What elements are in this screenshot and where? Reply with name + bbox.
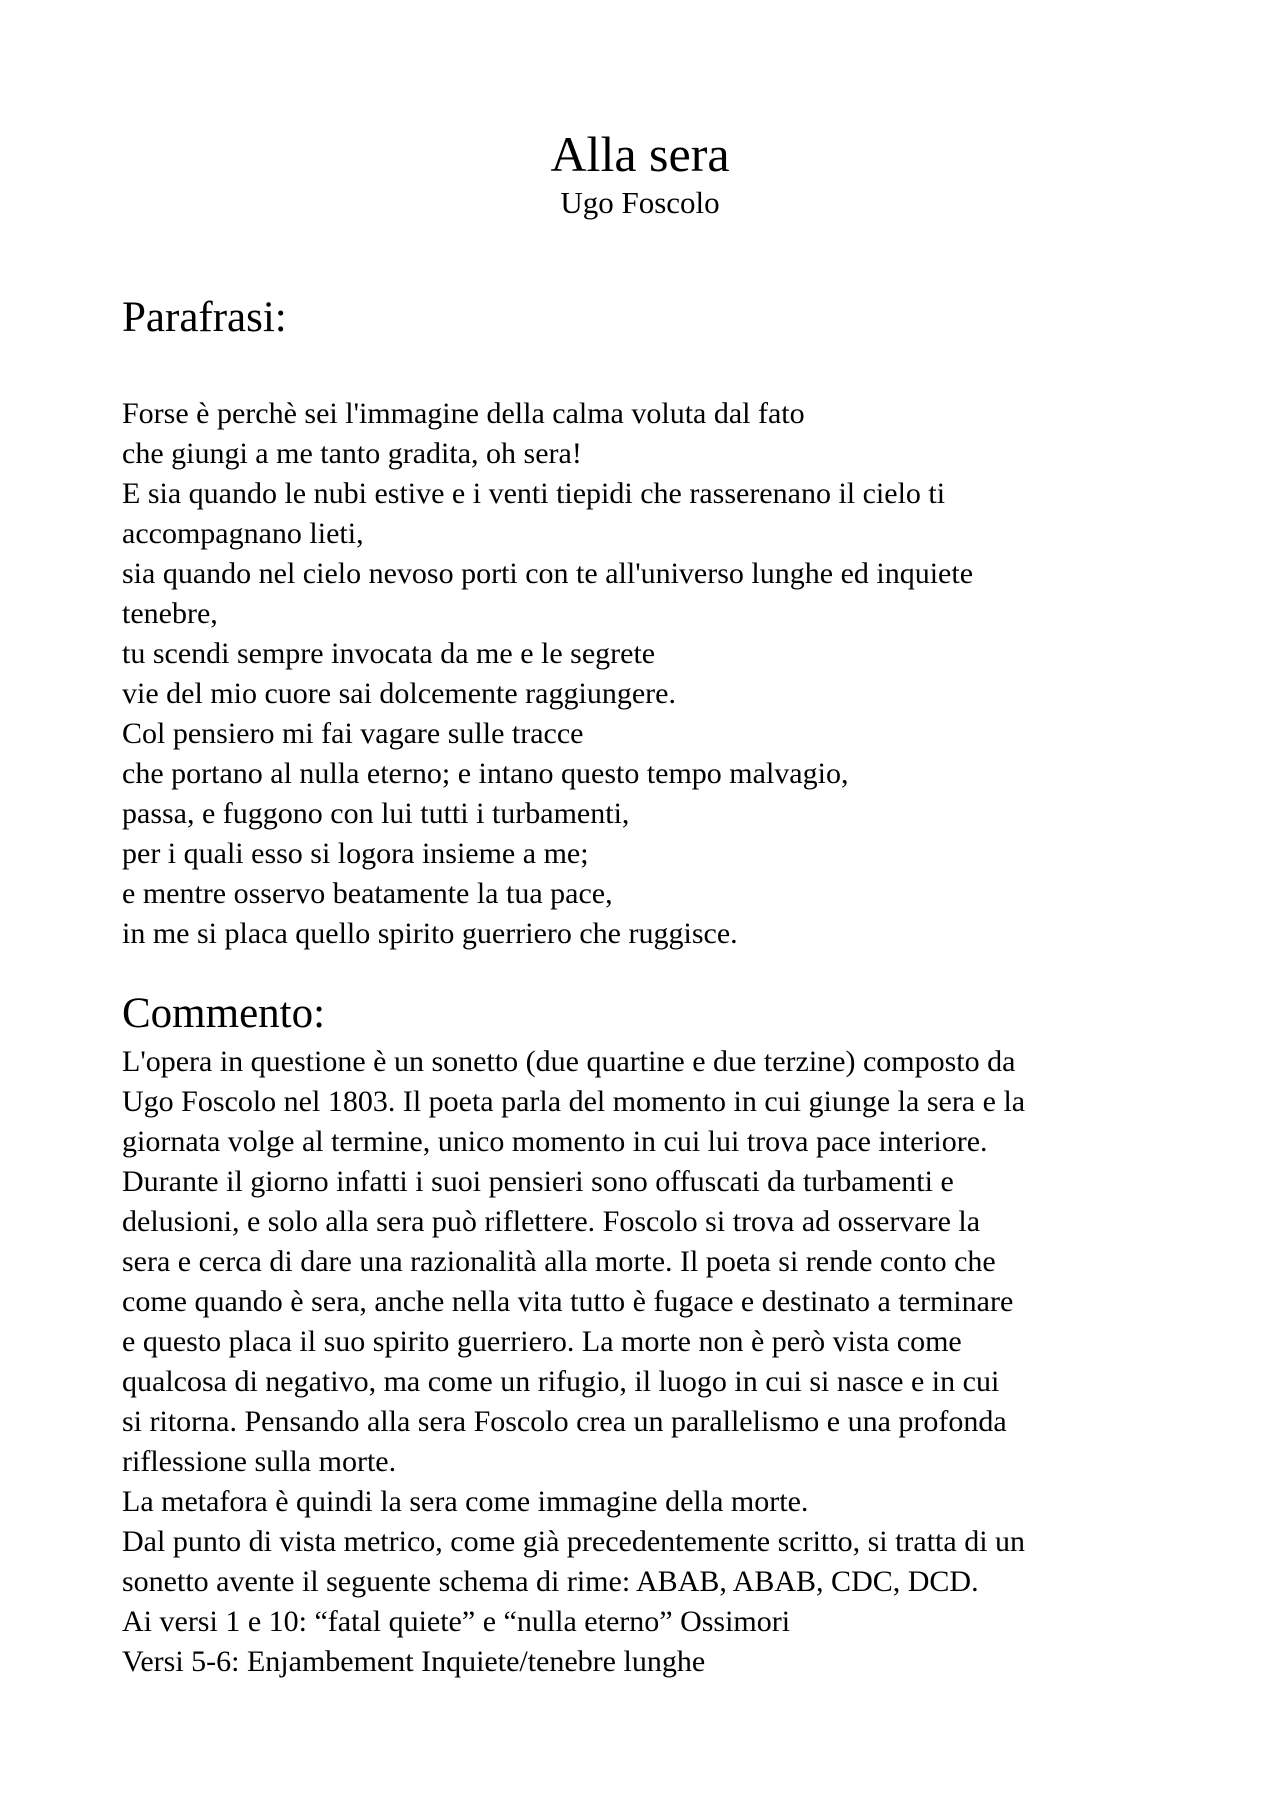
commento-line: Dal punto di vista metrico, come già precedentemente scritto, si tratta di un (122, 1525, 1026, 1558)
parafrasi-line: e mentre osservo beatamente la tua pace, (122, 877, 613, 910)
parafrasi-line: tenebre, (122, 597, 218, 630)
commento-text (122, 1042, 1182, 1682)
commento-line: qualcosa di negativo, ma come un rifugio, il luogo in cui si nasce e in cui (122, 1365, 1000, 1398)
commento-line: riflessione sulla morte. (122, 1445, 397, 1478)
commento-line: Ugo Foscolo nel 1803. Il poeta parla del momento in cui giunge la sera e la (122, 1085, 1026, 1118)
parafrasi-line: sia quando nel cielo nevoso porti con te all'universo lunghe ed inquiete (122, 557, 974, 590)
commento-line: e questo placa il suo spirito guerriero. La morte non è però vista come (122, 1325, 962, 1358)
parafrasi-line: che portano al nulla eterno; e intano questo tempo malvagio, (122, 757, 849, 790)
parafrasi-line: vie del mio cuore sai dolcemente raggiungere. (122, 677, 676, 710)
parafrasi-line: per i quali esso si logora insieme a me; (122, 837, 589, 870)
commento-line: come quando è sera, anche nella vita tutto è fugace e destinato a terminare (122, 1285, 1014, 1318)
document-author: Ugo Foscolo (560, 185, 720, 220)
commento-line: L'opera in questione è un sonetto (due quartine e due terzine) composto da (122, 1045, 1016, 1078)
parafrasi-line: che giungi a me tanto gradita, oh sera! (122, 437, 582, 470)
commento-line: Ai versi 1 e 10: “fatal quiete” e “nulla eterno” Ossimori (122, 1605, 791, 1638)
commento-line: giornata volge al termine, unico momento in cui lui trova pace interiore. (122, 1125, 988, 1158)
commento-line: Durante il giorno infatti i suoi pensieri sono offuscati da turbamenti e (122, 1165, 954, 1198)
parafrasi-line: Col pensiero mi fai vagare sulle tracce (122, 717, 584, 750)
commento-line: La metafora è quindi la sera come immagine della morte. (122, 1485, 809, 1518)
commento-line: si ritorna. Pensando alla sera Foscolo crea un parallelismo e una profonda (122, 1405, 1007, 1438)
commento-line: delusioni, e solo alla sera può riflettere. Foscolo si trova ad osservare la (122, 1205, 981, 1238)
commento-line: Versi 5-6: Enjambement Inquiete/tenebre lunghe (122, 1645, 706, 1678)
parafrasi-text (122, 394, 1182, 954)
commento-line: sonetto avente il seguente schema di rime: ABAB, ABAB, CDC, DCD. (122, 1565, 979, 1598)
parafrasi-line: accompagnano lieti, (122, 517, 364, 550)
parafrasi-line: tu scendi sempre invocata da me e le segrete (122, 637, 656, 670)
commento-line: sera e cerca di dare una razionalità alla morte. Il poeta si rende conto che (122, 1245, 996, 1278)
parafrasi-line: E sia quando le nubi estive e i venti tiepidi che rasserenano il cielo ti (122, 477, 946, 510)
parafrasi-line: passa, e fuggono con lui tutti i turbamenti, (122, 797, 630, 830)
parafrasi-line: in me si placa quello spirito guerriero che ruggisce. (122, 917, 738, 950)
parafrasi-heading: Parafrasi: (122, 294, 287, 341)
document-title: Alla sera (550, 126, 730, 182)
commento-heading: Commento: (122, 990, 326, 1037)
parafrasi-line: Forse è perchè sei l'immagine della calma voluta dal fato (122, 397, 805, 430)
